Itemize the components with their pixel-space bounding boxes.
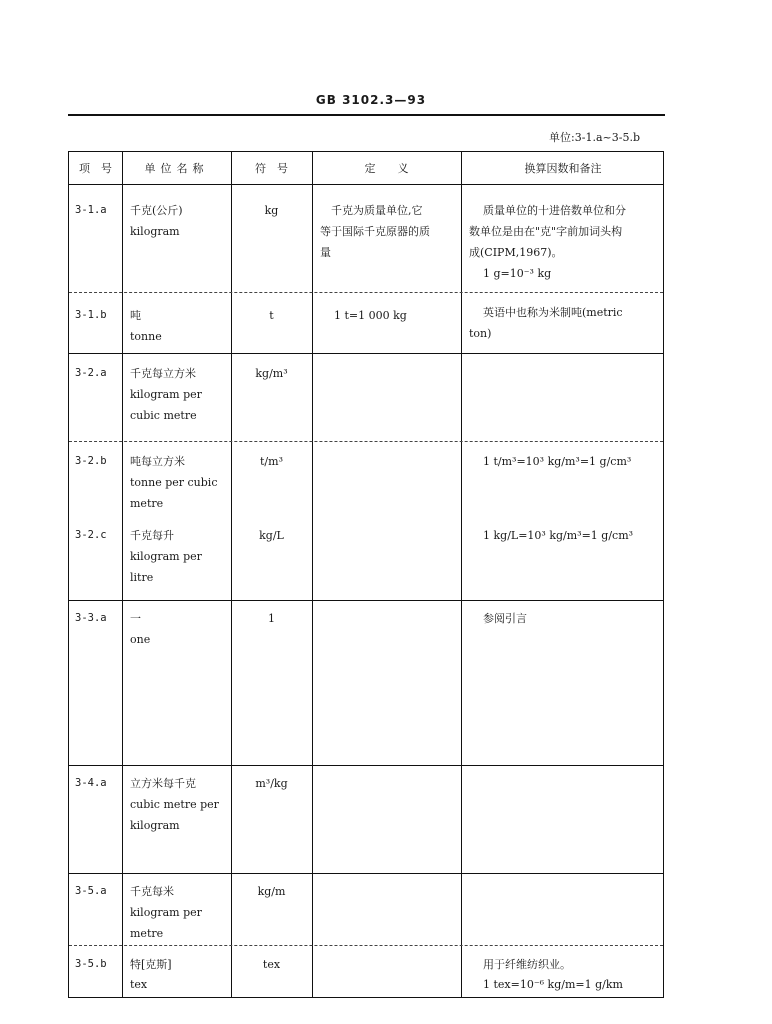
standard-number: GB 3102.3—93 xyxy=(315,93,427,107)
remark-line: 1 kg/L=10³ kg/m³=1 g/cm³ xyxy=(483,529,634,542)
unit-symbol: kg/m³ xyxy=(255,367,288,380)
unit-name-en: litre xyxy=(130,571,154,584)
units-table xyxy=(68,151,664,998)
unit-symbol: 1 xyxy=(268,612,275,625)
unit-symbol: kg xyxy=(264,204,279,217)
unit-name-cn: 吨 xyxy=(130,309,141,322)
unit-name-en: tex xyxy=(130,978,148,991)
header-unit-name: 单位名称 xyxy=(144,162,209,175)
remark-line: 1 tex=10⁻⁶ kg/m=1 g/km xyxy=(483,978,623,991)
remark-line: 质量单位的十进倍数单位和分 xyxy=(483,204,626,217)
header-divider xyxy=(69,184,663,185)
col-divider xyxy=(461,152,462,997)
unit-name-en: metre xyxy=(130,927,164,940)
unit-name-en: one xyxy=(130,633,151,646)
row-divider xyxy=(69,353,663,354)
unit-symbol: tex xyxy=(262,958,281,971)
row-divider xyxy=(69,441,663,442)
header-symbol: 符 号 xyxy=(255,162,288,175)
unit-name-cn: 一 xyxy=(130,612,141,625)
remark-line: 用于纤维纺织业。 xyxy=(483,958,571,971)
unit-name-en: kilogram per xyxy=(130,388,202,401)
remark-line: 成(CIPM,1967)。 xyxy=(469,246,563,259)
unit-name-cn: 千克每立方米 xyxy=(130,367,196,380)
definition-line: 等于国际千克原器的质 xyxy=(320,225,430,238)
unit-name-cn: 千克每米 xyxy=(130,885,174,898)
remark-line: ton) xyxy=(469,327,492,340)
definition-line: 千克为质量单位,它 xyxy=(331,204,423,217)
header-definition: 定 义 xyxy=(364,162,409,175)
item-number: 3-5.b xyxy=(75,958,107,970)
row-divider xyxy=(69,765,663,766)
definition-line: 1 t=1 000 kg xyxy=(334,309,407,322)
unit-symbol: kg/m xyxy=(257,885,286,898)
item-number: 3-2.a xyxy=(75,367,107,379)
unit-name-en: tonne xyxy=(130,330,162,343)
unit-name-en: cubic metre per xyxy=(130,798,219,811)
remark-line: 1 g=10⁻³ kg xyxy=(483,267,552,280)
row-divider xyxy=(69,873,663,874)
item-number: 3-3.a xyxy=(75,612,107,624)
remark-line: 1 t/m³=10³ kg/m³=1 g/cm³ xyxy=(483,455,632,468)
row-divider xyxy=(69,600,663,601)
unit-name-cn: 千克每升 xyxy=(130,529,174,542)
remark-line: 参阅引言 xyxy=(483,612,527,625)
row-divider xyxy=(69,945,663,946)
item-number: 3-5.a xyxy=(75,885,107,897)
header-rule xyxy=(68,114,665,116)
unit-symbol: t xyxy=(269,309,274,322)
unit-symbol: m³/kg xyxy=(255,777,288,790)
item-number: 3-2.c xyxy=(75,529,107,541)
unit-symbol: t/m³ xyxy=(260,455,283,468)
item-number: 3-2.b xyxy=(75,455,107,467)
col-divider xyxy=(231,152,232,997)
item-number: 3-4.a xyxy=(75,777,107,789)
unit-symbol: kg/L xyxy=(259,529,284,542)
row-divider xyxy=(69,292,663,293)
unit-name-cn: 立方米每千克 xyxy=(130,777,196,790)
unit-name-cn: 千克(公斤) xyxy=(130,204,183,217)
unit-name-en: tonne per cubic xyxy=(130,476,218,489)
unit-name-en: kilogram per xyxy=(130,906,202,919)
header-remarks: 换算因数和备注 xyxy=(524,162,602,175)
item-number: 3-1.a xyxy=(75,204,107,216)
unit-name-en: cubic metre xyxy=(130,409,197,422)
unit-name-en: kilogram xyxy=(130,819,180,832)
col-divider xyxy=(312,152,313,997)
definition-line: 量 xyxy=(320,246,331,259)
remark-line: 数单位是由在"克"字前加词头构 xyxy=(469,225,623,238)
item-number: 3-1.b xyxy=(75,309,107,321)
unit-name-en: metre xyxy=(130,497,164,510)
unit-name-en: kilogram per xyxy=(130,550,202,563)
table-scope: 单位:3-1.a~3-5.b xyxy=(549,131,640,144)
col-divider xyxy=(122,152,123,997)
unit-name-cn: 吨每立方米 xyxy=(130,455,185,468)
remark-line: 英语中也称为米制吨(metric xyxy=(483,306,623,319)
unit-name-cn: 特[克斯] xyxy=(130,958,172,971)
unit-name-en: kilogram xyxy=(130,225,180,238)
header-item-no: 项 号 xyxy=(79,162,112,175)
